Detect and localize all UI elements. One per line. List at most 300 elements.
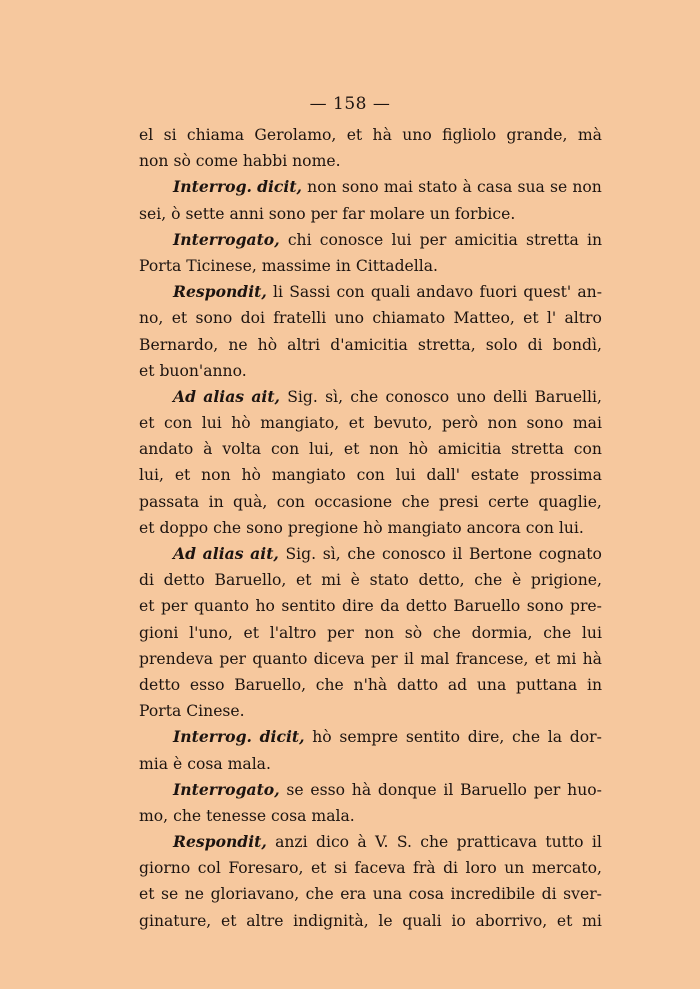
word: passata (139, 492, 200, 511)
word: che (420, 833, 449, 852)
word: prigione, (530, 571, 602, 590)
word: sono (341, 178, 379, 197)
word: che (213, 518, 247, 537)
word: stretta (511, 440, 564, 459)
word: an- (577, 283, 602, 302)
word: et (534, 649, 551, 668)
word: et (139, 414, 155, 433)
word: si (163, 126, 177, 144)
word: che (315, 675, 344, 694)
word: detto (139, 675, 181, 694)
word: mai (383, 178, 413, 197)
word: far (342, 204, 370, 223)
word: bondì, (552, 335, 602, 354)
word: hò (408, 440, 429, 459)
word: occasione (314, 492, 393, 511)
word: fratelli (273, 309, 327, 328)
speaker-label-word: alias (203, 386, 245, 406)
word: gloriavano, (210, 885, 300, 904)
word: non (307, 178, 337, 197)
speaker-label-word: Interrogato, (173, 779, 280, 799)
speaker-label-word: dicit, (257, 177, 302, 197)
word: che (401, 492, 430, 511)
word: ho (255, 597, 275, 616)
word: Cinese. (186, 702, 245, 721)
word: sua (517, 178, 545, 197)
word: mercato, (531, 859, 602, 878)
word: quaglie, (538, 492, 602, 511)
word: habbi (242, 152, 293, 171)
word: mangiato (271, 466, 346, 485)
word: quanto (194, 597, 250, 616)
word: francese, (455, 649, 529, 668)
word: Gerolamo, (254, 126, 337, 144)
word: sono (246, 518, 288, 537)
word: stato (418, 178, 458, 197)
word: andato (139, 440, 194, 459)
word: non (572, 178, 602, 197)
word: à (462, 178, 472, 197)
word: pre- (569, 597, 602, 616)
word: hò (257, 335, 278, 354)
word: mi (556, 649, 577, 668)
word: cosa (271, 806, 312, 825)
word: sì, (325, 387, 344, 406)
word: con (276, 492, 305, 511)
word: è (350, 571, 360, 590)
word: lui (581, 623, 602, 642)
text-line (139, 593, 602, 619)
word: grande, (506, 126, 568, 144)
word: mangiato, (260, 414, 340, 433)
text-line (139, 358, 602, 384)
word: buon'anno. (159, 361, 247, 380)
word: hò (231, 414, 251, 433)
word: l' (546, 309, 557, 328)
word: non (201, 466, 231, 485)
word: che (173, 806, 207, 825)
word: quest' (523, 283, 572, 302)
text-line (139, 489, 602, 515)
word: lui. (558, 518, 584, 537)
word: in (208, 492, 224, 511)
word: Porta (139, 702, 187, 721)
word: et (310, 859, 327, 878)
word: doppo (159, 518, 214, 537)
speaker-label-word: Ad (173, 386, 197, 406)
word: pratticava (456, 833, 537, 852)
word: io (451, 911, 466, 930)
word: no, (139, 309, 164, 328)
word: non (364, 623, 395, 642)
word: non (369, 440, 399, 459)
word: sei, (139, 204, 172, 223)
word: et (139, 885, 155, 904)
word: et (171, 309, 188, 328)
text-line (139, 881, 602, 907)
word: ginature, (139, 911, 212, 930)
word: huo- (567, 780, 602, 799)
word: Bertone (469, 545, 533, 563)
text-line (139, 672, 602, 698)
word: casa (476, 178, 513, 197)
word: sono (526, 597, 564, 616)
word: è (511, 571, 522, 590)
word: S. (396, 833, 412, 852)
word: il (443, 780, 454, 799)
word: di (139, 571, 154, 590)
word: et (346, 126, 363, 144)
word: Cittadella. (355, 256, 439, 275)
word: che (347, 545, 376, 563)
word: l'altro (269, 623, 317, 642)
word: dire (342, 597, 374, 616)
word: fuori (479, 283, 518, 302)
word: hò (312, 728, 332, 747)
word: col (197, 859, 221, 878)
word: hò (241, 466, 261, 485)
word: Porta (139, 256, 187, 275)
word: che (305, 885, 334, 904)
word: Baruello, (234, 675, 307, 694)
word: che (350, 387, 379, 406)
word: sette (185, 204, 230, 223)
word: sono (268, 204, 311, 223)
word: mal (420, 649, 450, 668)
word: sono (195, 309, 233, 328)
word: amicitia (454, 230, 518, 249)
word: il (452, 545, 463, 563)
word: conosce (319, 230, 384, 249)
text-line (139, 462, 602, 488)
word: indignità, (293, 911, 369, 930)
word: altro (564, 309, 602, 328)
word: chi (287, 230, 312, 249)
word: con (525, 518, 559, 537)
word: in (586, 675, 602, 694)
word: una (476, 675, 507, 694)
word: per (533, 780, 561, 799)
word: cognato (538, 545, 602, 563)
word: sì, (322, 545, 341, 563)
word: Baruello (460, 780, 527, 799)
word: aborrivo, (475, 911, 548, 930)
word: ad (447, 675, 468, 694)
word: chiama (186, 126, 245, 144)
speaker-label-word: Interrog. (173, 177, 252, 197)
word: che (512, 728, 541, 747)
text-line (139, 436, 602, 462)
text-line (139, 777, 602, 803)
word: et (139, 518, 160, 537)
word: mi (321, 571, 341, 590)
word: à (203, 440, 213, 459)
word: conosco (385, 387, 450, 406)
speaker-label-word: Ad (173, 544, 197, 563)
word: chiamato (372, 309, 446, 328)
word: ancora (466, 518, 526, 537)
speaker-label-word: Respondit, (173, 832, 267, 852)
word: esso (189, 675, 225, 694)
word: quanto (252, 649, 308, 668)
word: V. (375, 833, 389, 852)
word: cosa (187, 754, 228, 773)
word: per (160, 597, 188, 616)
word: per (219, 649, 247, 668)
word: un (504, 859, 525, 878)
word: nome. (292, 152, 341, 171)
word: gioni (139, 623, 179, 642)
text-line (139, 724, 602, 750)
word: doi (240, 309, 265, 328)
word: sentito (281, 597, 336, 616)
text-line (139, 148, 602, 174)
word: Sig. (287, 387, 318, 406)
word: forbice. (454, 204, 516, 223)
word: certe (488, 492, 529, 511)
word: hà (582, 649, 602, 668)
word: una (372, 885, 403, 904)
word: puttana (516, 675, 578, 694)
word: mi (582, 911, 602, 930)
word: di (527, 335, 543, 354)
word: quali (402, 911, 442, 930)
text-line (139, 253, 602, 279)
speaker-label-word: ait, (250, 544, 279, 563)
speaker-label-word: dicit, (259, 727, 305, 747)
word: uno (402, 126, 432, 144)
word: giorno (139, 859, 191, 878)
word: tutto (545, 833, 584, 852)
word: à (357, 833, 367, 852)
word: estate (470, 466, 520, 485)
word: dico (315, 833, 350, 852)
text-line (139, 829, 602, 855)
word: Matteo, (453, 309, 515, 328)
word: in (586, 230, 602, 249)
word: uno (334, 309, 365, 328)
word: hà (351, 780, 372, 799)
word: mala. (227, 754, 271, 773)
speaker-label-word: Interrogato, (173, 229, 280, 249)
word: anni (229, 204, 269, 223)
text-line (139, 279, 602, 305)
text-line (139, 908, 602, 934)
speaker-label-word: ait, (251, 386, 280, 406)
word: loro (465, 859, 497, 878)
text-line (139, 332, 602, 358)
word: da (380, 597, 400, 616)
word: stretta (526, 230, 579, 249)
word: Foresaro, (228, 859, 304, 878)
word: dormia, (471, 623, 533, 642)
speaker-label-word: Respondit, (173, 282, 267, 302)
word: con (356, 466, 385, 485)
word: datto (396, 675, 439, 694)
word: un (429, 204, 455, 223)
word: et (296, 571, 312, 590)
word: el (139, 126, 154, 144)
word: solo (485, 335, 518, 354)
word: però (441, 414, 479, 433)
word: stretta, (417, 335, 476, 354)
word: ò (171, 204, 186, 223)
word: non (487, 414, 518, 433)
word: prossima (529, 466, 602, 485)
word: ne (184, 885, 205, 904)
body-text (139, 122, 602, 934)
word: mai (572, 414, 602, 433)
word: n'hà (353, 675, 388, 694)
word: volta (222, 440, 262, 459)
text-line (139, 620, 602, 646)
word: con (573, 440, 602, 459)
word: Ticinese, (186, 256, 262, 275)
word: Baruelli, (534, 387, 602, 406)
word: ne (228, 335, 248, 354)
word: le (378, 911, 393, 930)
word: li (273, 283, 283, 302)
text-line (139, 305, 602, 331)
page-number: — 158 — (309, 94, 391, 114)
word: se (161, 885, 179, 904)
text-line (139, 384, 602, 410)
word: mia (139, 754, 174, 773)
word: tenesse (206, 806, 272, 825)
word: che (543, 623, 572, 642)
word: hà (372, 126, 392, 144)
word: se (286, 780, 304, 799)
word: per (310, 204, 343, 223)
word: detto, (418, 571, 465, 590)
word: sò (404, 623, 423, 642)
text-line (139, 855, 602, 881)
word: il (591, 833, 602, 852)
word: mo, (139, 806, 174, 825)
word: dire, (467, 728, 505, 747)
word: dor- (569, 728, 602, 747)
word: stato (369, 571, 409, 590)
word: Baruello (453, 597, 521, 616)
word: l'uno, (189, 623, 233, 642)
word: Sassi (289, 283, 331, 302)
word: andavo (416, 283, 474, 302)
word: et (220, 911, 237, 930)
word: in (335, 256, 356, 275)
word: delli (493, 387, 528, 406)
word: altri (287, 335, 321, 354)
word: lui, (139, 466, 164, 485)
word: è (173, 754, 188, 773)
word: sver- (563, 885, 602, 904)
text-line (139, 122, 602, 148)
word: mala. (311, 806, 355, 825)
word: che (474, 571, 503, 590)
word: non (139, 152, 174, 171)
word: et (556, 911, 573, 930)
word: et (243, 623, 260, 642)
word: presi (439, 492, 479, 511)
word: come (195, 152, 243, 171)
word: Bernardo, (139, 335, 219, 354)
word: hò (363, 518, 388, 537)
word: conosco (382, 545, 446, 563)
word: se (549, 178, 568, 197)
word: quali (370, 283, 411, 302)
word: mangiato (387, 518, 467, 537)
word: sò (173, 152, 196, 171)
word: et (523, 309, 539, 328)
word: esso (310, 780, 346, 799)
word: si (333, 859, 347, 878)
word: et (139, 597, 155, 616)
word: altre (246, 911, 284, 930)
word: per (419, 230, 447, 249)
word: con (336, 283, 365, 302)
word: lui, (309, 440, 334, 459)
word: di (541, 885, 557, 904)
word: sono (526, 414, 564, 433)
word: detto (405, 597, 447, 616)
word: era (340, 885, 367, 904)
word: et (348, 414, 365, 433)
word: diceva (313, 649, 365, 668)
word: lui (395, 466, 416, 485)
word: per (327, 623, 354, 642)
word: massime (261, 256, 336, 275)
word: per (371, 649, 398, 668)
text-line (139, 541, 602, 567)
word: detto (163, 571, 205, 590)
speaker-label-word: alias (202, 544, 244, 563)
word: anzi (275, 833, 308, 852)
word: dall' (426, 466, 461, 485)
word: d'amicitia (330, 335, 408, 354)
text-line (139, 410, 602, 436)
word: che (432, 623, 461, 642)
word: et (174, 466, 191, 485)
text-line (139, 201, 602, 227)
word: con (164, 414, 193, 433)
word: faceva (354, 859, 406, 878)
word: pregione (287, 518, 364, 537)
word: et (139, 361, 160, 380)
word: il (404, 649, 414, 668)
text-line (139, 567, 602, 593)
word: Baruello, (214, 571, 287, 590)
word: figliolo (442, 126, 497, 144)
word: donque (377, 780, 437, 799)
word: molare (369, 204, 430, 223)
word: bevuto, (373, 414, 433, 433)
word: di (443, 859, 459, 878)
word: mà (577, 126, 602, 144)
word: incredibile (450, 885, 536, 904)
text-line (139, 751, 602, 777)
speaker-label-word: Interrog. (173, 727, 252, 747)
word: amicitia (437, 440, 502, 459)
word: Sig. (285, 545, 317, 563)
text-line (139, 174, 602, 200)
word: quà, (233, 492, 268, 511)
text-line (139, 227, 602, 253)
text-line (139, 646, 602, 672)
word: sempre (339, 728, 399, 747)
word: lui (201, 414, 222, 433)
text-line (139, 803, 602, 829)
word: prendeva (139, 649, 214, 668)
word: cosa (408, 885, 445, 904)
